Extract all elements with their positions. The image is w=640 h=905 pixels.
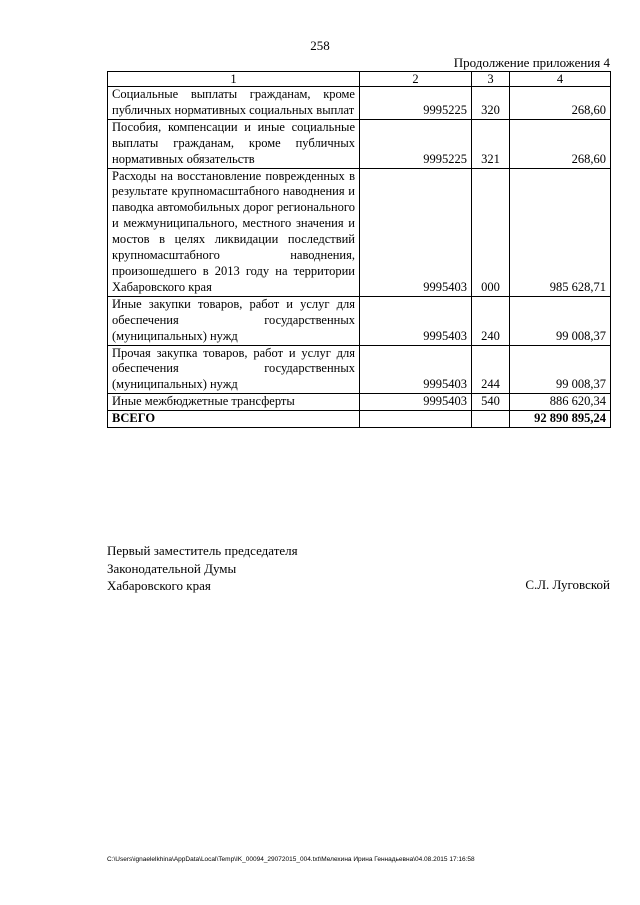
row-name: Иные межбюджетные трансферты xyxy=(108,394,360,411)
page-number: 258 xyxy=(310,38,330,53)
row-target-code: 9995403 xyxy=(360,394,472,411)
row-target-code: 9995403 xyxy=(360,296,472,345)
row-expense-kind: 321 xyxy=(472,119,510,168)
total-label: ВСЕГО xyxy=(108,411,360,428)
column-header: 4 xyxy=(510,72,611,87)
signature-title-line: Первый заместитель председателя xyxy=(107,543,298,558)
signature-block xyxy=(107,542,298,595)
row-name: Прочая закупка товаров, работ и услуг для обеспечения государственных (муниципальных) нужд xyxy=(108,345,360,394)
file-path-footer: C:\Users\ignaelelkhina\AppData\Local\Temp\IK_00094_29072015_004.txt\Мелехина Ирина Геннадьевна\04.08.2015 17:16:58 xyxy=(107,856,475,863)
table-row xyxy=(108,168,611,296)
row-expense-kind: 000 xyxy=(472,168,510,296)
row-expense-kind: 240 xyxy=(472,296,510,345)
row-sum: 268,60 xyxy=(510,87,611,120)
continuation-note: Продолжение приложения 4 xyxy=(453,55,610,70)
total-sum: 92 890 895,24 xyxy=(510,411,611,428)
row-target-code: 9995225 xyxy=(360,87,472,120)
row-sum: 99 008,37 xyxy=(510,296,611,345)
row-sum: 268,60 xyxy=(510,119,611,168)
total-empty-cell xyxy=(360,411,472,428)
table-row xyxy=(108,345,611,394)
row-target-code: 9995403 xyxy=(360,168,472,296)
column-header: 1 xyxy=(108,72,360,87)
signatory-name: С.Л. Луговской xyxy=(525,577,610,592)
table-row xyxy=(108,394,611,411)
total-row xyxy=(108,411,611,428)
table-row xyxy=(108,119,611,168)
table-row xyxy=(108,296,611,345)
row-sum: 886 620,34 xyxy=(510,394,611,411)
signature-title-line: Законодательной Думы xyxy=(107,560,237,576)
table-header-row xyxy=(108,72,611,87)
column-header: 3 xyxy=(472,72,510,87)
row-sum: 985 628,71 xyxy=(510,168,611,296)
column-header: 2 xyxy=(360,72,472,87)
row-target-code: 9995225 xyxy=(360,119,472,168)
row-name: Социальные выплаты гражданам, кроме публичных нормативных социальных выплат xyxy=(108,87,360,120)
row-sum: 99 008,37 xyxy=(510,345,611,394)
row-name: Расходы на восстановление поврежденных в результате крупномасштабного наводнения и паводка автомобильных дорог регионального и межмуниципального, местного значения и мостов в целях ликвидации последствий крупномасштабного наводнения, произошедшего в 2013 году на территории Хабаровского края xyxy=(108,168,360,296)
row-expense-kind: 320 xyxy=(472,87,510,120)
row-name: Иные закупки товаров, работ и услуг для обеспечения государственных (муниципальных) нужд xyxy=(108,296,360,345)
row-expense-kind: 244 xyxy=(472,345,510,394)
row-expense-kind: 540 xyxy=(472,394,510,411)
signature-title-line: Хабаровского края xyxy=(107,578,211,593)
table-row xyxy=(108,87,611,120)
row-name: Пособия, компенсации и иные социальные выплаты гражданам, кроме публичных нормативных обязательств xyxy=(108,119,360,168)
total-empty-cell xyxy=(472,411,510,428)
row-target-code: 9995403 xyxy=(360,345,472,394)
budget-table xyxy=(107,71,611,428)
